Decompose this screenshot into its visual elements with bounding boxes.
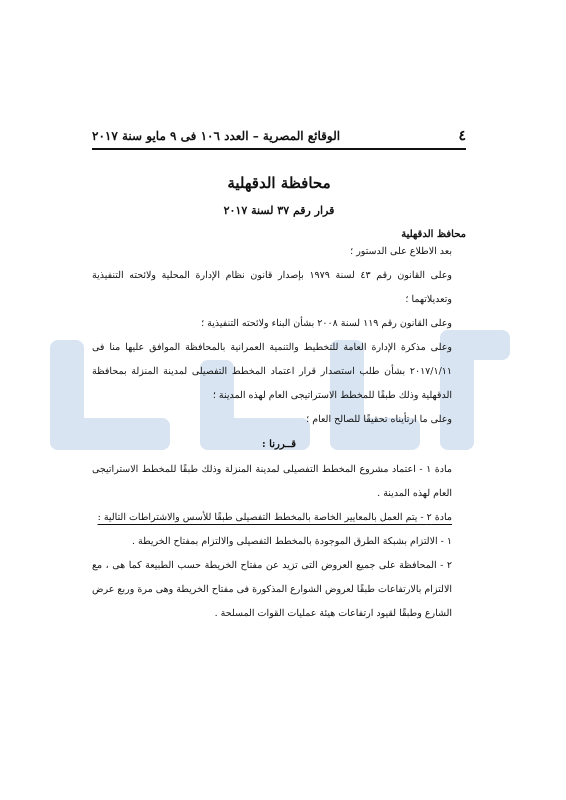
decree-number: قرار رقم ٣٧ لسنة ٢٠١٧ — [223, 204, 335, 217]
decided-heading: قــررنا : — [262, 439, 296, 450]
page-header — [92, 128, 466, 150]
page-number: ٤ — [458, 128, 466, 144]
clause-2: ٢ - المحافظة على جميع العروض التى تزيد عن مفتاح الخريطة حسب الطبيعة كما هى ، مع الالتزام بالارتفاعات طبقًا لعروض الشوارع المذكورة فى مفتاح الخريطة وهى مرة وربع عرض الشارع وطبقًا لقيود ارتفاعات هيئة عمليات القوات المسلحة . — [92, 560, 452, 619]
preamble-constitution: بعد الاطلاع على الدستور ؛ — [350, 246, 452, 257]
preamble-local-admin-law: وعلى القانون رقم ٤٣ لسنة ١٩٧٩ بإصدار قانون نظام الإدارة المحلية ولائحته التنفيذية وتعديلاتهما ؛ — [92, 270, 453, 305]
governorate-title: محافظة الدقهلية — [227, 174, 331, 192]
gazette-page — [92, 128, 466, 626]
article-2: مادة ٢ - يتم العمل بالمعايير الخاصة بالمخطط التفصيلى طبقًا للأسس والاشتراطات التالية : — [97, 512, 452, 523]
preamble-building-law: وعلى القانون رقم ١١٩ لسنة ٢٠٠٨ بشأن البناء ولائحته التنفيذية ؛ — [201, 318, 452, 329]
article-1: مادة ١ - اعتماد مشروع المخطط التفصيلى لمدينة المنزلة وذلك طبقًا للمخطط الاستراتيجى العام لهذه المدينة . — [92, 464, 453, 499]
preamble-planning-memo: وعلى مذكرة الإدارة العامة للتخطيط والتنمية العمرانية بالمحافظة الموافق عليها منا فى ٢٠١٧/١/١١ بشأن طلب استصدار قرار اعتماد المخطط التفصيلى لمدينة المنزلة بمحافظة الدقهلية وذلك طبقًا للمخطط الاستراتيجى العام لهذه المدينة ؛ — [92, 342, 452, 401]
publication-title: الوقائع المصرية – العدد ١٠٦ فى ٩ مايو سنة ٢٠١٧ — [92, 129, 341, 143]
issuer-title: محافظ الدقهلية — [401, 229, 466, 240]
preamble-public-interest: وعلى ما ارتأيناه تحقيقًا للصالح العام ؛ — [306, 414, 452, 425]
clause-1: ١ - الالتزام بشبكة الطرق الموجودة بالمخطط التفصيلى والالتزام بمفتاح الخريطة . — [131, 536, 452, 547]
